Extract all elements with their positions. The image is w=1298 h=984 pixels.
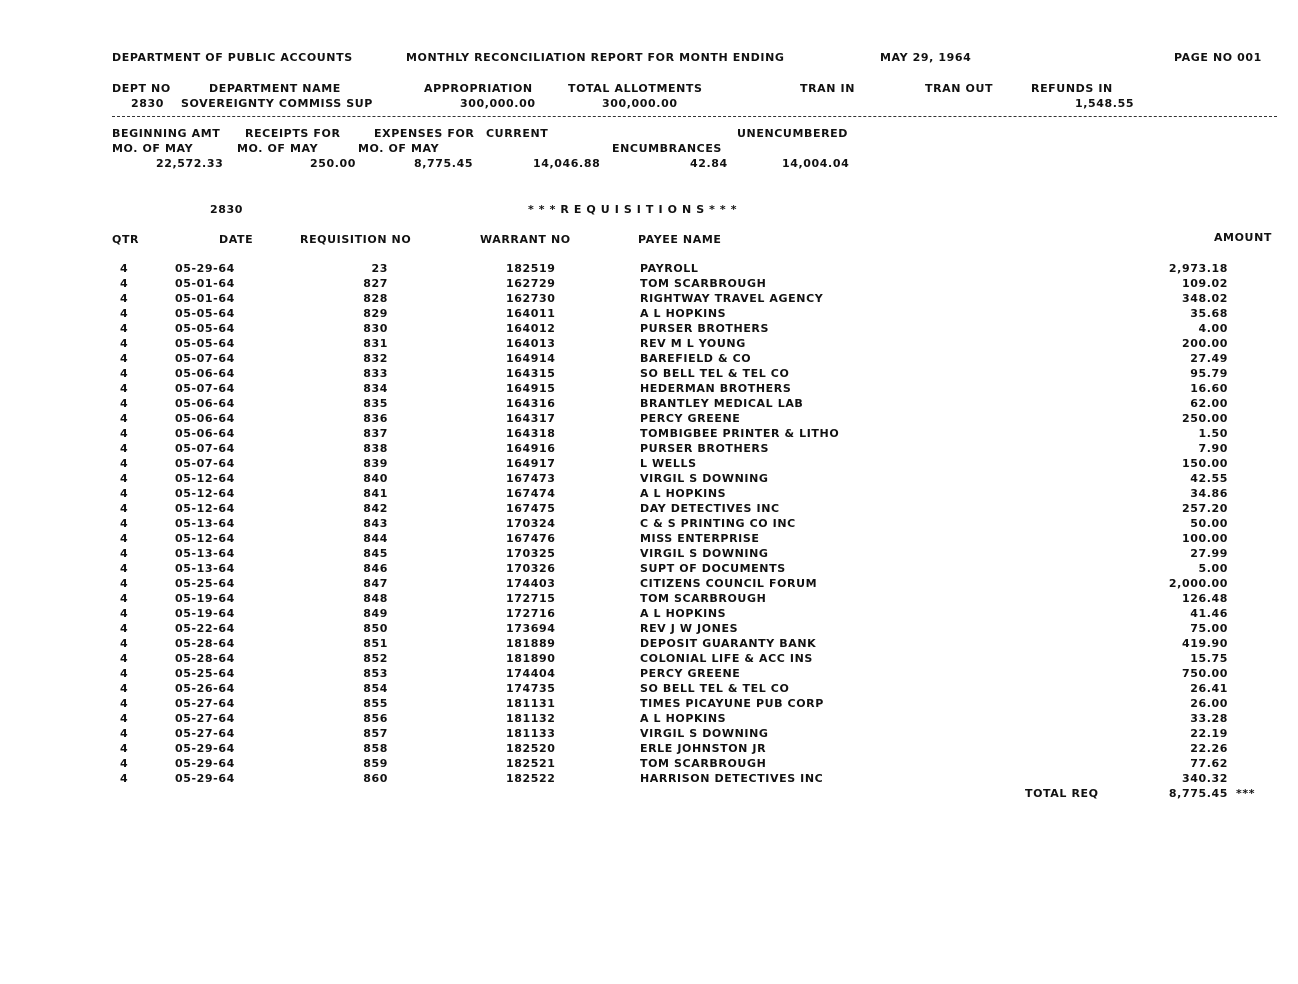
cell-date: 05-07-64 — [175, 442, 235, 455]
cell-amount: 200.00 — [1181, 337, 1228, 350]
cell-requisition-no: 828 — [363, 292, 388, 305]
cell-date: 05-12-64 — [175, 472, 235, 485]
cell-date: 05-28-64 — [175, 637, 235, 650]
cell-qtr: 4 — [120, 277, 129, 290]
cell-payee-name: DEPOSIT GUARANTY BANK — [640, 637, 817, 650]
cell-warrant-no: 174404 — [506, 667, 556, 680]
table-row — [0, 292, 1298, 307]
cell-warrant-no: 167474 — [506, 487, 556, 500]
cell-requisition-no: 844 — [363, 532, 388, 545]
cell-warrant-no: 164011 — [506, 307, 556, 320]
cell-date: 05-05-64 — [175, 337, 235, 350]
beginning-amt: 22,572.33 — [156, 157, 224, 170]
cell-payee-name: A L HOPKINS — [640, 712, 727, 725]
cell-payee-name: HARRISON DETECTIVES INC — [640, 772, 824, 785]
cell-requisition-no: 834 — [363, 382, 388, 395]
cell-amount: 16.60 — [1190, 382, 1228, 395]
total-allotments: 300,000.00 — [602, 97, 678, 110]
cell-requisition-no: 839 — [363, 457, 388, 470]
cell-amount: 27.99 — [1190, 547, 1228, 560]
col-date: DATE — [219, 233, 254, 246]
table-row — [0, 652, 1298, 667]
cell-payee-name: REV J W JONES — [640, 622, 739, 635]
cell-warrant-no: 164318 — [506, 427, 556, 440]
table-row — [0, 397, 1298, 412]
cell-payee-name: SO BELL TEL & TEL CO — [640, 367, 790, 380]
cell-warrant-no: 173694 — [506, 622, 556, 635]
encumbrances: 42.84 — [690, 157, 728, 170]
cell-warrant-no: 164916 — [506, 442, 556, 455]
cell-qtr: 4 — [120, 562, 129, 575]
table-row — [0, 667, 1298, 682]
cell-requisition-no: 858 — [363, 742, 388, 755]
cell-qtr: 4 — [120, 547, 129, 560]
table-row — [0, 682, 1298, 697]
cell-requisition-no: 836 — [363, 412, 388, 425]
cell-date: 05-12-64 — [175, 532, 235, 545]
cell-requisition-no: 842 — [363, 502, 388, 515]
cell-amount: 348.02 — [1181, 292, 1228, 305]
receipts: 250.00 — [310, 157, 357, 170]
cell-qtr: 4 — [120, 472, 129, 485]
label-tran-in: TRAN IN — [800, 82, 856, 95]
cell-requisition-no: 854 — [363, 682, 388, 695]
dept-no: 2830 — [131, 97, 165, 110]
cell-amount: 75.00 — [1190, 622, 1228, 635]
cell-payee-name: VIRGIL S DOWNING — [640, 727, 769, 740]
total-label: TOTAL REQ — [1025, 787, 1099, 800]
cell-qtr: 4 — [120, 262, 129, 275]
col-amount: AMOUNT — [1213, 231, 1272, 244]
label-expenses: EXPENSES FOR — [374, 127, 475, 140]
cell-warrant-no: 182520 — [506, 742, 556, 755]
cell-date: 05-06-64 — [175, 412, 235, 425]
cell-qtr: 4 — [120, 322, 129, 335]
cell-amount: 100.00 — [1181, 532, 1228, 545]
divider — [112, 116, 1277, 117]
cell-requisition-no: 847 — [363, 577, 388, 590]
cell-requisition-no: 23 — [371, 262, 388, 275]
cell-warrant-no: 181889 — [506, 637, 556, 650]
cell-qtr: 4 — [120, 307, 129, 320]
cell-qtr: 4 — [120, 457, 129, 470]
cell-warrant-no: 181132 — [506, 712, 556, 725]
label-beginning: BEGINNING AMT — [112, 127, 221, 140]
cell-amount: 126.48 — [1181, 592, 1228, 605]
table-row — [0, 577, 1298, 592]
cell-payee-name: CITIZENS COUNCIL FORUM — [640, 577, 818, 590]
cell-date: 05-27-64 — [175, 712, 235, 725]
cell-qtr: 4 — [120, 502, 129, 515]
cell-amount: 150.00 — [1181, 457, 1228, 470]
col-payee-name: PAYEE NAME — [638, 233, 722, 246]
cell-warrant-no: 181131 — [506, 697, 556, 710]
cell-date: 05-13-64 — [175, 547, 235, 560]
cell-date: 05-27-64 — [175, 727, 235, 740]
cell-qtr: 4 — [120, 382, 129, 395]
table-row — [0, 277, 1298, 292]
cell-amount: 33.28 — [1190, 712, 1228, 725]
cell-warrant-no: 172715 — [506, 592, 556, 605]
table-row — [0, 547, 1298, 562]
cell-date: 05-25-64 — [175, 667, 235, 680]
cell-payee-name: TOM SCARBROUGH — [640, 757, 767, 770]
cell-date: 05-01-64 — [175, 292, 235, 305]
col-qtr: QTR — [112, 233, 140, 246]
cell-requisition-no: 827 — [363, 277, 388, 290]
cell-payee-name: HEDERMAN BROTHERS — [640, 382, 792, 395]
cell-qtr: 4 — [120, 667, 129, 680]
cell-warrant-no: 164917 — [506, 457, 556, 470]
table-row — [0, 517, 1298, 532]
cell-qtr: 4 — [120, 742, 129, 755]
cell-date: 05-06-64 — [175, 397, 235, 410]
cell-qtr: 4 — [120, 367, 129, 380]
cell-qtr: 4 — [120, 697, 129, 710]
cell-amount: 750.00 — [1181, 667, 1228, 680]
label-beginning-2: MO. OF MAY — [112, 142, 194, 155]
label-unencumbered: UNENCUMBERED — [737, 127, 849, 140]
section-dept-no: 2830 — [210, 203, 244, 216]
table-row — [0, 592, 1298, 607]
cell-qtr: 4 — [120, 532, 129, 545]
cell-warrant-no: 164013 — [506, 337, 556, 350]
cell-qtr: 4 — [120, 622, 129, 635]
cell-amount: 50.00 — [1190, 517, 1228, 530]
table-row — [0, 427, 1298, 442]
cell-amount: 42.55 — [1190, 472, 1228, 485]
cell-qtr: 4 — [120, 592, 129, 605]
cell-warrant-no: 181890 — [506, 652, 556, 665]
label-tran-out: TRAN OUT — [925, 82, 994, 95]
table-row — [0, 757, 1298, 772]
cell-qtr: 4 — [120, 337, 129, 350]
table-row — [0, 622, 1298, 637]
cell-qtr: 4 — [120, 727, 129, 740]
cell-warrant-no: 181133 — [506, 727, 556, 740]
table-row — [0, 412, 1298, 427]
month-ending: MAY 29, 1964 — [880, 51, 972, 64]
org-name: DEPARTMENT OF PUBLIC ACCOUNTS — [112, 51, 353, 64]
cell-payee-name: SUPT OF DOCUMENTS — [640, 562, 786, 575]
cell-warrant-no: 167475 — [506, 502, 556, 515]
cell-payee-name: REV M L YOUNG — [640, 337, 746, 350]
cell-amount: 22.26 — [1190, 742, 1228, 755]
cell-date: 05-07-64 — [175, 457, 235, 470]
cell-amount: 34.86 — [1190, 487, 1228, 500]
page-number: PAGE NO 001 — [1174, 51, 1262, 64]
col-requisition-no: REQUISITION NO — [300, 233, 412, 246]
label-expenses-2: MO. OF MAY — [358, 142, 440, 155]
cell-qtr: 4 — [120, 757, 129, 770]
cell-qtr: 4 — [120, 442, 129, 455]
table-row — [0, 367, 1298, 382]
cell-amount: 340.32 — [1181, 772, 1228, 785]
cell-qtr: 4 — [120, 517, 129, 530]
cell-date: 05-05-64 — [175, 322, 235, 335]
cell-payee-name: PURSER BROTHERS — [640, 322, 770, 335]
cell-requisition-no: 843 — [363, 517, 388, 530]
cell-date: 05-12-64 — [175, 502, 235, 515]
cell-amount: 22.19 — [1190, 727, 1228, 740]
cell-qtr: 4 — [120, 652, 129, 665]
cell-amount: 257.20 — [1181, 502, 1228, 515]
cell-requisition-no: 845 — [363, 547, 388, 560]
cell-qtr: 4 — [120, 712, 129, 725]
cell-warrant-no: 164915 — [506, 382, 556, 395]
cell-payee-name: RIGHTWAY TRAVEL AGENCY — [640, 292, 824, 305]
cell-qtr: 4 — [120, 427, 129, 440]
current: 14,046.88 — [533, 157, 601, 170]
cell-warrant-no: 174735 — [506, 682, 556, 695]
cell-warrant-no: 167476 — [506, 532, 556, 545]
cell-date: 05-07-64 — [175, 382, 235, 395]
label-refunds-in: REFUNDS IN — [1031, 82, 1113, 95]
cell-payee-name: PERCY GREENE — [640, 667, 741, 680]
cell-requisition-no: 850 — [363, 622, 388, 635]
table-row — [0, 562, 1298, 577]
cell-qtr: 4 — [120, 637, 129, 650]
cell-requisition-no: 840 — [363, 472, 388, 485]
cell-requisition-no: 857 — [363, 727, 388, 740]
cell-warrant-no: 172716 — [506, 607, 556, 620]
cell-date: 05-12-64 — [175, 487, 235, 500]
cell-amount: 5.00 — [1198, 562, 1228, 575]
cell-payee-name: BRANTLEY MEDICAL LAB — [640, 397, 804, 410]
cell-amount: 26.41 — [1190, 682, 1228, 695]
cell-requisition-no: 831 — [363, 337, 388, 350]
table-row — [0, 772, 1298, 787]
label-encumbrances: ENCUMBRANCES — [612, 142, 722, 155]
cell-date: 05-29-64 — [175, 742, 235, 755]
cell-requisition-no: 838 — [363, 442, 388, 455]
cell-payee-name: TOM SCARBROUGH — [640, 277, 767, 290]
cell-requisition-no: 859 — [363, 757, 388, 770]
cell-payee-name: TIMES PICAYUNE PUB CORP — [640, 697, 824, 710]
cell-warrant-no: 164914 — [506, 352, 556, 365]
cell-date: 05-13-64 — [175, 562, 235, 575]
cell-amount: 41.46 — [1190, 607, 1228, 620]
cell-requisition-no: 856 — [363, 712, 388, 725]
cell-requisition-no: 829 — [363, 307, 388, 320]
cell-payee-name: TOM SCARBROUGH — [640, 592, 767, 605]
table-row — [0, 337, 1298, 352]
cell-date: 05-06-64 — [175, 427, 235, 440]
cell-payee-name: ERLE JOHNSTON JR — [640, 742, 767, 755]
cell-payee-name: VIRGIL S DOWNING — [640, 547, 769, 560]
table-row — [0, 532, 1298, 547]
cell-requisition-no: 855 — [363, 697, 388, 710]
cell-amount: 95.79 — [1190, 367, 1228, 380]
table-row — [0, 322, 1298, 337]
cell-date: 05-13-64 — [175, 517, 235, 530]
cell-amount: 4.00 — [1198, 322, 1228, 335]
cell-warrant-no: 182521 — [506, 757, 556, 770]
cell-warrant-no: 167473 — [506, 472, 556, 485]
label-receipts-2: MO. OF MAY — [237, 142, 319, 155]
cell-date: 05-05-64 — [175, 307, 235, 320]
cell-qtr: 4 — [120, 487, 129, 500]
cell-payee-name: COLONIAL LIFE & ACC INS — [640, 652, 813, 665]
cell-warrant-no: 170325 — [506, 547, 556, 560]
cell-warrant-no: 170326 — [506, 562, 556, 575]
label-total-allotments: TOTAL ALLOTMENTS — [568, 82, 703, 95]
cell-date: 05-29-64 — [175, 772, 235, 785]
cell-payee-name: A L HOPKINS — [640, 487, 727, 500]
label-receipts: RECEIPTS FOR — [245, 127, 341, 140]
table-row — [0, 442, 1298, 457]
cell-date: 05-22-64 — [175, 622, 235, 635]
cell-date: 05-29-64 — [175, 757, 235, 770]
cell-warrant-no: 182519 — [506, 262, 556, 275]
table-row — [0, 502, 1298, 517]
cell-warrant-no: 164315 — [506, 367, 556, 380]
cell-warrant-no: 164012 — [506, 322, 556, 335]
table-row — [0, 727, 1298, 742]
table-row — [0, 712, 1298, 727]
section-title: * * * R E Q U I S I T I O N S * * * — [528, 203, 738, 216]
cell-date: 05-06-64 — [175, 367, 235, 380]
cell-amount: 2,000.00 — [1168, 577, 1228, 590]
cell-payee-name: A L HOPKINS — [640, 307, 727, 320]
cell-qtr: 4 — [120, 577, 129, 590]
cell-requisition-no: 849 — [363, 607, 388, 620]
cell-requisition-no: 837 — [363, 427, 388, 440]
cell-warrant-no: 170324 — [506, 517, 556, 530]
cell-warrant-no: 182522 — [506, 772, 556, 785]
dept-name: SOVEREIGNTY COMMISS SUP — [181, 97, 373, 110]
table-row — [0, 697, 1298, 712]
cell-qtr: 4 — [120, 772, 129, 785]
cell-amount: 419.90 — [1181, 637, 1228, 650]
cell-qtr: 4 — [120, 682, 129, 695]
label-dept-name: DEPARTMENT NAME — [209, 82, 341, 95]
cell-amount: 77.62 — [1190, 757, 1228, 770]
cell-payee-name: TOMBIGBEE PRINTER & LITHO — [640, 427, 840, 440]
table-row — [0, 607, 1298, 622]
cell-date: 05-27-64 — [175, 697, 235, 710]
table-row — [0, 307, 1298, 322]
cell-qtr: 4 — [120, 352, 129, 365]
table-row — [0, 637, 1298, 652]
label-appropriation: APPROPRIATION — [424, 82, 533, 95]
table-row — [0, 352, 1298, 367]
cell-payee-name: C & S PRINTING CO INC — [640, 517, 796, 530]
cell-amount: 27.49 — [1190, 352, 1228, 365]
cell-payee-name: SO BELL TEL & TEL CO — [640, 682, 790, 695]
cell-requisition-no: 833 — [363, 367, 388, 380]
label-dept-no: DEPT NO — [112, 82, 171, 95]
table-row — [0, 262, 1298, 277]
cell-amount: 2,973.18 — [1168, 262, 1228, 275]
cell-date: 05-07-64 — [175, 352, 235, 365]
cell-amount: 7.90 — [1198, 442, 1228, 455]
cell-amount: 15.75 — [1190, 652, 1228, 665]
cell-payee-name: PURSER BROTHERS — [640, 442, 770, 455]
unencumbered: 14,004.04 — [782, 157, 850, 170]
label-current: CURRENT — [486, 127, 549, 140]
table-row — [0, 742, 1298, 757]
cell-payee-name: MISS ENTERPRISE — [640, 532, 760, 545]
cell-qtr: 4 — [120, 397, 129, 410]
cell-warrant-no: 162730 — [506, 292, 556, 305]
cell-amount: 1.50 — [1198, 427, 1228, 440]
cell-requisition-no: 841 — [363, 487, 388, 500]
cell-requisition-no: 852 — [363, 652, 388, 665]
cell-amount: 250.00 — [1181, 412, 1228, 425]
cell-payee-name: PERCY GREENE — [640, 412, 741, 425]
cell-date: 05-19-64 — [175, 607, 235, 620]
cell-warrant-no: 164316 — [506, 397, 556, 410]
cell-warrant-no: 164317 — [506, 412, 556, 425]
cell-requisition-no: 830 — [363, 322, 388, 335]
cell-payee-name: A L HOPKINS — [640, 607, 727, 620]
cell-qtr: 4 — [120, 412, 129, 425]
cell-payee-name: DAY DETECTIVES INC — [640, 502, 780, 515]
cell-payee-name: PAYROLL — [640, 262, 699, 275]
cell-warrant-no: 162729 — [506, 277, 556, 290]
table-row — [0, 487, 1298, 502]
total-value: 8,775.45 — [1168, 787, 1228, 800]
cell-date: 05-26-64 — [175, 682, 235, 695]
cell-requisition-no: 848 — [363, 592, 388, 605]
cell-date: 05-28-64 — [175, 652, 235, 665]
cell-amount: 35.68 — [1190, 307, 1228, 320]
table-row — [0, 457, 1298, 472]
cell-qtr: 4 — [120, 292, 129, 305]
cell-date: 05-01-64 — [175, 277, 235, 290]
table-row — [0, 472, 1298, 487]
cell-requisition-no: 832 — [363, 352, 388, 365]
cell-requisition-no: 851 — [363, 637, 388, 650]
cell-requisition-no: 853 — [363, 667, 388, 680]
cell-warrant-no: 174403 — [506, 577, 556, 590]
cell-amount: 109.02 — [1181, 277, 1228, 290]
report-title: MONTHLY RECONCILIATION REPORT FOR MONTH ENDING — [406, 51, 785, 64]
total-marker: *** — [1236, 787, 1256, 800]
table-row — [0, 382, 1298, 397]
refunds-in: 1,548.55 — [1075, 97, 1135, 110]
cell-requisition-no: 835 — [363, 397, 388, 410]
cell-payee-name: BAREFIELD & CO — [640, 352, 752, 365]
cell-payee-name: VIRGIL S DOWNING — [640, 472, 769, 485]
cell-date: 05-19-64 — [175, 592, 235, 605]
col-warrant-no: WARRANT NO — [480, 233, 571, 246]
cell-payee-name: L WELLS — [640, 457, 697, 470]
cell-date: 05-29-64 — [175, 262, 235, 275]
cell-amount: 62.00 — [1190, 397, 1228, 410]
cell-requisition-no: 860 — [363, 772, 388, 785]
cell-amount: 26.00 — [1190, 697, 1228, 710]
appropriation: 300,000.00 — [460, 97, 536, 110]
cell-requisition-no: 846 — [363, 562, 388, 575]
cell-date: 05-25-64 — [175, 577, 235, 590]
cell-qtr: 4 — [120, 607, 129, 620]
expenses: 8,775.45 — [414, 157, 474, 170]
